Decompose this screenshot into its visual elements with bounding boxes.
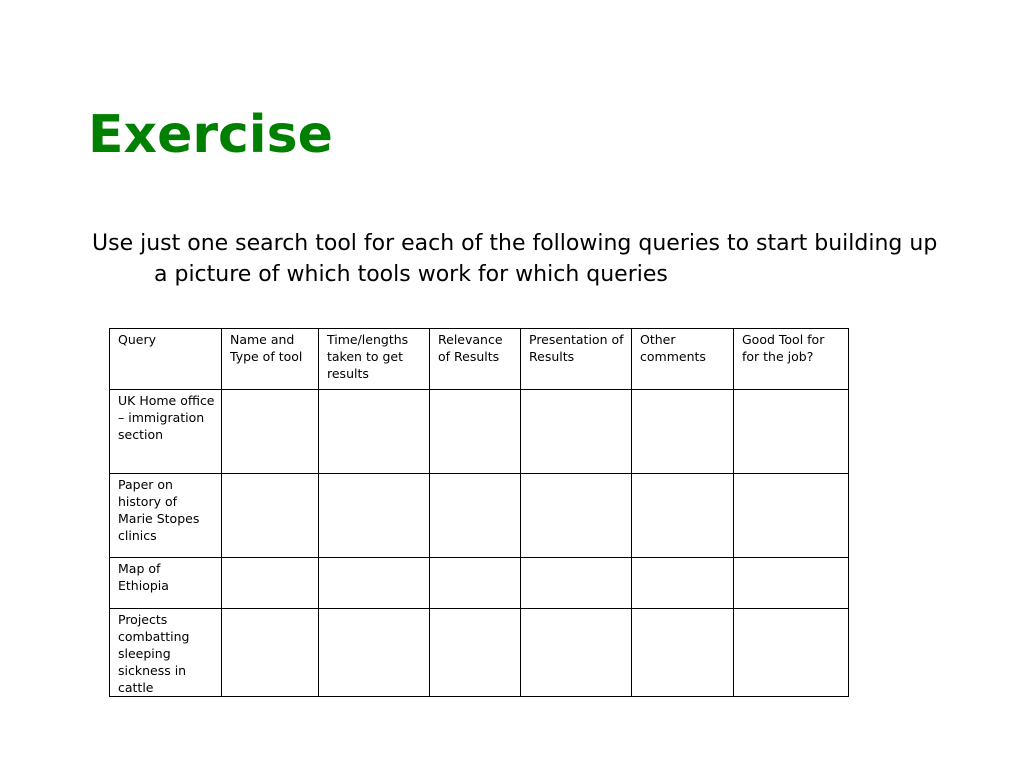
table-cell	[521, 558, 632, 609]
table-row	[110, 474, 849, 558]
table-cell	[632, 474, 734, 558]
table-cell	[319, 474, 430, 558]
header-good-tool: Good Tool for for the job?	[734, 329, 849, 390]
instruction-text: Use just one search tool for each of the following queries to start building up a picture of which tools work for which queries	[92, 231, 938, 287]
table-cell	[632, 609, 734, 697]
header-query: Query	[110, 329, 222, 390]
query-cell: Map of Ethiopia	[110, 558, 222, 609]
query-cell: Projects combatting sleeping sickness in cattle	[110, 609, 222, 697]
table-row	[110, 609, 849, 697]
table-cell	[430, 390, 521, 474]
table-cell	[734, 558, 849, 609]
table-cell	[734, 390, 849, 474]
table-cell	[319, 558, 430, 609]
table-cell	[521, 390, 632, 474]
table-row	[110, 558, 849, 609]
header-comments: Other comments	[632, 329, 734, 390]
header-tool: Name and Type of tool	[222, 329, 319, 390]
table-row	[110, 390, 849, 474]
table-cell	[319, 390, 430, 474]
table-cell	[222, 390, 319, 474]
table-cell	[222, 558, 319, 609]
table-cell	[734, 474, 849, 558]
table-cell	[632, 558, 734, 609]
header-presentation: Presentation of Results	[521, 329, 632, 390]
table-cell	[521, 609, 632, 697]
table-cell	[521, 474, 632, 558]
header-time: Time/lengths taken to get results	[319, 329, 430, 390]
evaluation-table	[109, 328, 849, 697]
query-cell: Paper on history of Marie Stopes clinics	[110, 474, 222, 558]
table-cell	[222, 474, 319, 558]
table-cell	[734, 609, 849, 697]
table-cell	[632, 390, 734, 474]
table-cell	[430, 609, 521, 697]
slide-title: Exercise	[88, 105, 333, 165]
query-cell: UK Home office – immigration section	[110, 390, 222, 474]
table-cell	[319, 609, 430, 697]
table-cell	[430, 474, 521, 558]
table-cell	[222, 609, 319, 697]
header-relevance: Relevance of Results	[430, 329, 521, 390]
table-cell	[430, 558, 521, 609]
table-header-row	[110, 329, 849, 390]
